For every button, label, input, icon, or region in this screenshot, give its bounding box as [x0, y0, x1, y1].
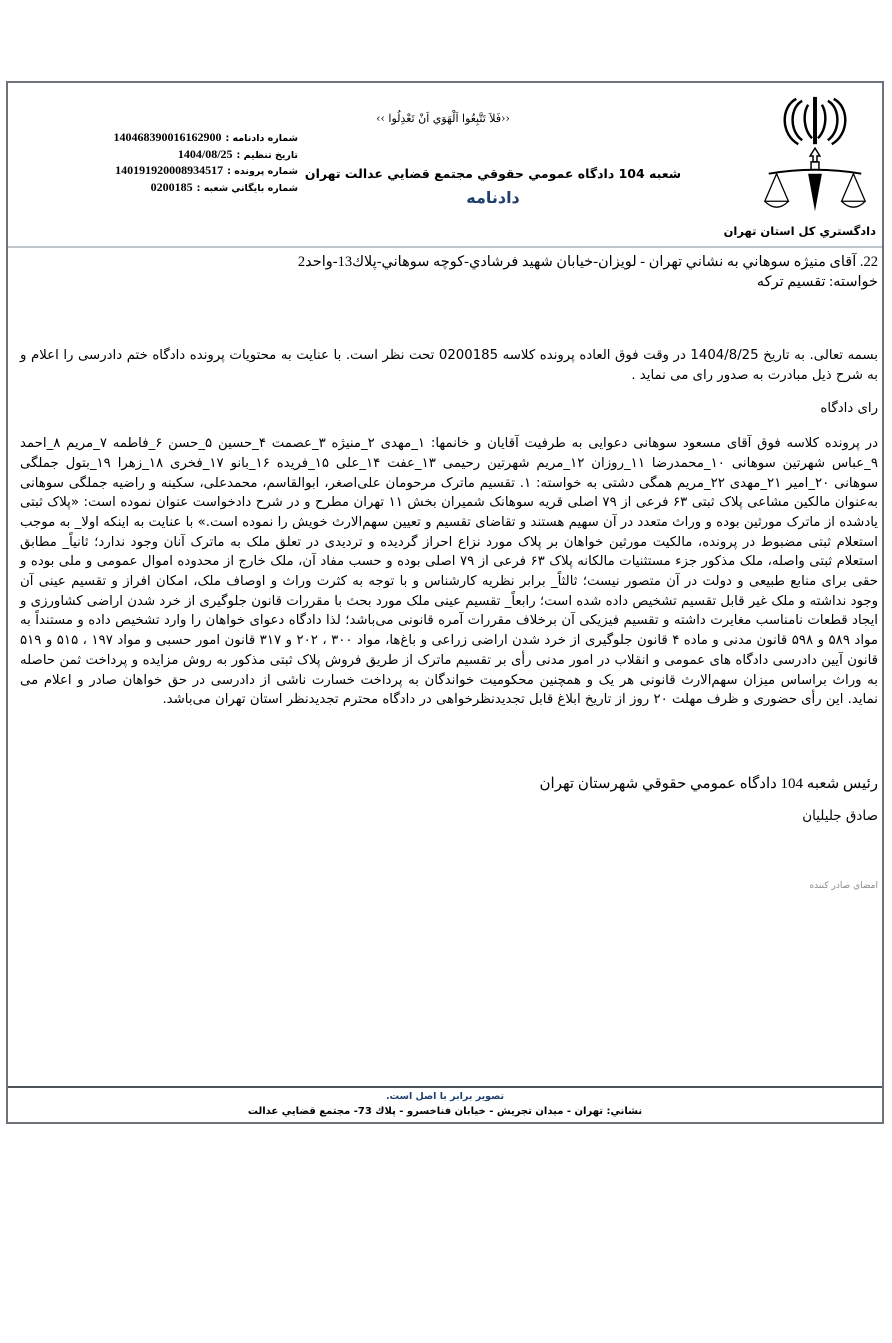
meta-label: شماره بايگاني شعبه : — [196, 182, 298, 194]
meta-archive-number — [113, 180, 298, 197]
document-title: دادنامه — [466, 188, 520, 207]
judgment-document — [6, 81, 884, 1124]
meta-value: 1404/08/25 — [177, 146, 233, 161]
claim-subject: خواسته: تقسيم تركه — [756, 274, 878, 290]
meta-label: شماره دادنامه : — [225, 133, 298, 144]
meta-issue-date — [113, 147, 298, 164]
meta-case-number — [113, 163, 298, 180]
court-title: شعبه 104 دادگاه عمومي حقوقي مجتمع قضايي عدالت تهران — [304, 166, 682, 181]
meta-value: 0200185 — [150, 179, 193, 194]
ruling-heading: رای دادگاه — [820, 401, 878, 417]
certification-note: تصوير برابر با اصل است. — [385, 1091, 505, 1102]
party-info — [20, 252, 878, 292]
meta-value: 140468390016162900 — [113, 130, 222, 144]
organization-name: دادگستري كل استان تهران — [723, 224, 876, 238]
party-address: 22. آقای منيژه سوهاني به نشاني تهران - لويزان-خيابان شهيد فرشادي-كوچه سوهاني-پلاك13-واحد2 — [297, 254, 878, 270]
document-metadata — [113, 130, 298, 196]
signature-block — [20, 774, 878, 918]
judiciary-emblem-icon — [762, 91, 868, 219]
meta-value: 140191920008934517 — [115, 163, 224, 177]
signer-title: رئيس شعبه 104 دادگاه عمومي حقوقي شهرستان تهران — [539, 775, 878, 792]
quran-verse: ‹‹فَلاَ تَتَّبِعُوا اَلْهَوَي اَنْ تَعْدِلُوا ›› — [376, 112, 510, 125]
document-header — [8, 83, 882, 248]
court-address: نشاني: تهران - ميدان تجريش - خيابان فناخسرو - پلاك 73- مجتمع قضايي عدالت — [247, 1106, 643, 1117]
meta-label: شماره پرونده : — [227, 166, 298, 177]
signer-name: صادق جليليان — [802, 807, 878, 824]
document-footer — [8, 1086, 882, 1122]
document-body — [8, 248, 882, 1086]
meta-label: تاريخ تنظيم : — [236, 149, 298, 161]
signature-label: امضاي صادر كننده — [809, 880, 878, 891]
meta-judgment-number — [113, 130, 298, 147]
ruling-text: در پرونده کلاسه فوق آقای مسعود سوهانی دعوایی به طرفیت آقایان و خانمها: ۱_مهدی ۲_منیژه ۳_عصمت ۴_حسین ۵_حسن ۶_فاطمه ۷_مریم ۸_احمد ۹_عباس شهرتین سوهانی ۱۰_محمدرضا ۱۱_روزان ۱۲_مریم شهرتین رحیمی ۱۳_عفت ۱۴_علی ۱۵_فریده ۱۶_بانو ۱۷_فخری ۱۸_زهرا ۱۹_بتول جملگی سوهانی ۲۰_امیر ۲۱_مهدی ۲۲_مریم همگی دشتی به خواسته: ۱. تقسیم ماترک مرحومان علی‌اصغر، ابوالقاسم، محمدعلی، سکینه و راضیه جملگی سوهانی به‌عنوان مالکین مشاعی پلاک ثبتی ۶۳ فرعی از ۷۹ اصلی قریه سوهانک شمیران بخش ۱۱ تهران مطرح و در شرح دادخواست عنوان نموده است: «پلاک ثبتی یادشده از ماترک مورثین بوده و وراث متعدد در آن سهیم هستند و تقاضای تقسیم و تعیین سهم‌الارث خویش را نموده است.» با عنایت به اینکه اولا_ به موجب استعلام ثبتی مضبوط در پرونده، مالکیت مورثین خواهان بر پلاک مورد نزاع احراز گردیده و تردیدی در تعلق ملک به ماترک آنان وجود ندارد؛ ثانیاً_ مطابق استعلام ثبتی واصله، ملک مذکور جزء مستثنیات مالکانه پلاک ۶۳ فرعی از ۷۹ اصلی بوده و حسب مفاد آن، ملک خارج از محدوده اموال عمومی و ملی بوده و حقی برای منابع طبیعی و دولت در آن متصور نیست؛ ثالثاً_ برابر نظریه کارشناس و با توجه به کثرت وراث و اوصاف ملک، امکان افراز و تقسیم عینی آن وجود نداشته و ملک غیر قابل تقسیم تشخیص داده شده است؛ رابعاً_ تقسیم عینی ملک مورد بحث با مقررات قانون جلوگیری از خرد شدن اراضی کشاورزی و ایجاد قطعات نامناسب مغایرت داشته و تقسیم فیزیکی آن برخلاف مقررات آمره قانونی می‌باشد؛ لذا دادگاه دعوای خواهان را وارد تشخیص داده و مستنداً به مواد ۵۸۹ و ۵۹۸ قانون مدنی و ماده ۴ قانون جلوگیری از خرد شدن اراضی زراعی و باغ‌ها، مواد ۳۰۰ ، ۲۰۲ و ۳۱۷ قانون امور حسبی و مواد ۱۹۷ ، ۵۱۵ و ۵۱۹ قانون آیین دادرسی دادگاه های عمومی و انقلاب در امور مدنی رأی بر تقسیم ماترک از طریق فروش پلاک ثبتی مذکور به روش مزایده و پرداخت ثمن حاصله به وراث براساس میزان سهم‌الارث قانونی هر یک و همچنین محکومیت خواندگان به پرداخت خسارت ناشی از دادرسی در حق خواهان صادر و اعلام می نماید. این رأی حضوری و ظرف مهلت ۲۰ روز از تاریخ ابلاغ قابل تجدیدنظرخواهی در دادگاه محترم تجدیدنظر استان تهران می‌باشد. — [20, 436, 879, 708]
intro-paragraph: بسمه تعالی. به تاريخ 1404/8/25 در وقت فوق العاده پرونده كلاسه 0200185 تحت نظر است. با عنايت به محتويات پرونده دادگاه ختم دادرسی را اعلام و به شرح ذيل مبادرت به صدور رای می نمايد . — [20, 348, 879, 383]
